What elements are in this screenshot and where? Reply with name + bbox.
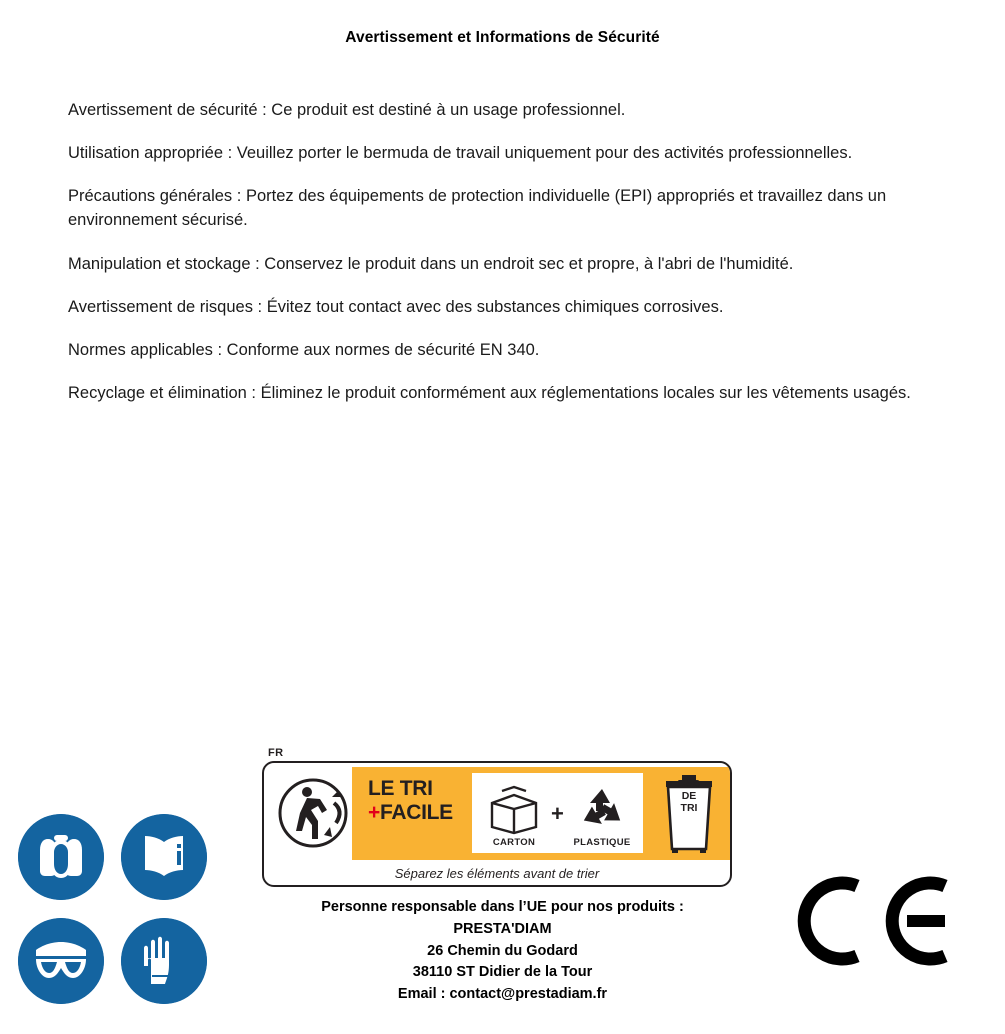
safety-text-block xyxy=(68,47,937,406)
company-street: 26 Chemin du Godard xyxy=(427,942,578,959)
paragraph: Normes applicables : Conforme aux normes de sécurité EN 340. xyxy=(68,341,540,359)
paragraph: Avertissement de sécurité : Ce produit est destiné à un usage professionnel. xyxy=(68,100,626,119)
triman-country-code: FR xyxy=(268,747,284,759)
material-label-carton: CARTON xyxy=(492,837,536,848)
company-email: Email : contact@prestadiam.fr xyxy=(397,986,608,1002)
material-label-plastique: PLASTIQUE xyxy=(573,837,631,848)
paragraph: Avertissement de risques : Évitez tout contact avec des substances chimiques corrosives. xyxy=(68,297,724,316)
triman-symbol-icon xyxy=(274,773,352,853)
ear-protection-icon xyxy=(18,814,104,900)
paragraph: Recyclage et élimination : Éliminez le produit conformément aux réglementations locales sur les vêtements usagés. xyxy=(68,384,911,403)
company-name: PRESTA'DIAM xyxy=(453,920,552,937)
heading-prefix: Personne responsable dans l’ xyxy=(321,899,527,915)
triman-headline-plus: + xyxy=(368,800,380,824)
triman-headline-line1: LE TRI xyxy=(368,777,433,800)
document-page xyxy=(0,29,1005,1034)
triman-caption: Séparez les éléments avant de trier xyxy=(394,866,600,881)
carton-box-icon xyxy=(488,785,540,835)
paragraph: Précautions générales : Portez des équipements de protection individuelle (EPI) appropriés et travaillez dans un environnement sécurisé. xyxy=(68,187,887,230)
bin-text xyxy=(664,779,714,814)
paragraph: Manipulation et stockage : Conservez le produit dans un endroit sec et propre, à l'abri de l'humidité. xyxy=(68,254,794,273)
heading-ue: UE xyxy=(526,899,547,915)
responsible-person-block xyxy=(0,897,1005,1006)
heading-suffix: pour nos produits : xyxy=(546,899,684,915)
page-title: Avertissement et Informations de Sécurité xyxy=(345,29,660,46)
triman-headline-line2: FACILE xyxy=(379,800,453,824)
materials-plus-sign: + xyxy=(551,801,564,826)
bin-line1: BAC xyxy=(677,778,701,790)
bin-line2: DE xyxy=(681,789,697,802)
triman-headline xyxy=(368,777,472,824)
responsible-person-heading xyxy=(0,897,1005,919)
plastic-recycle-icon xyxy=(576,785,628,835)
bin-line3: TRI xyxy=(680,801,698,814)
paragraph: Utilisation appropriée : Veuillez porter le bermuda de travail uniquement pour des activités professionnelles. xyxy=(68,143,853,162)
triman-box xyxy=(262,761,732,887)
triman-recycling-label xyxy=(262,747,732,887)
company-city: 38110 ST Didier de la Tour xyxy=(412,964,593,981)
read-instructions-icon xyxy=(121,814,207,900)
